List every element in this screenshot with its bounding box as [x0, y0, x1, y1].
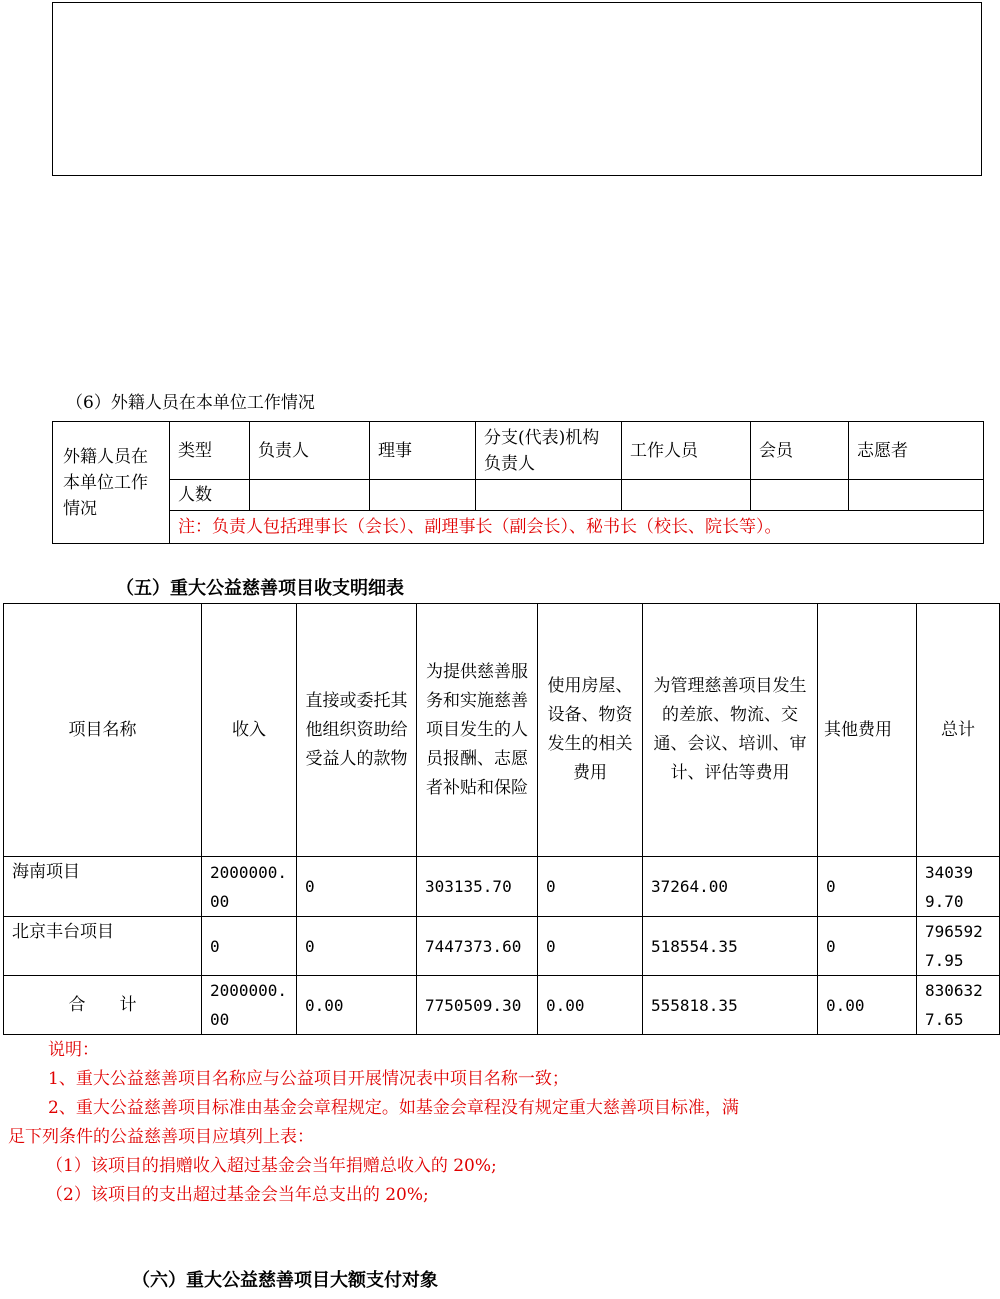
count-cell[interactable]: [476, 480, 622, 511]
count-cell[interactable]: [370, 480, 476, 511]
header-facilities: 使用房屋、设备、物资发生的相关费用: [538, 604, 643, 857]
personnel-cell: 7447373.60: [417, 917, 538, 976]
foreign-staff-table: [52, 421, 984, 544]
personnel-cell: 303135.70: [417, 857, 538, 917]
note-item-2: 2、重大公益慈善项目标准由基金会章程规定。如基金会章程没有规定重大慈善项目标准，满: [48, 1098, 739, 1118]
other-cell: 0: [818, 857, 917, 917]
facilities-cell: 0: [538, 857, 643, 917]
header-director: 理事: [370, 422, 476, 480]
count-cell[interactable]: [849, 480, 984, 511]
header-member: 会员: [751, 422, 849, 480]
count-cell[interactable]: [250, 480, 370, 511]
direct-aid-cell: 0: [297, 857, 417, 917]
condition-2: （2）该项目的支出超过基金会当年总支出的 20%;: [46, 1185, 429, 1205]
total-cell: 340399.70: [917, 857, 1000, 917]
header-project-name: 项目名称: [4, 604, 202, 857]
header-total: 总计: [917, 604, 1000, 857]
section-6-title: （6）外籍人员在本单位工作情况: [66, 393, 315, 413]
income-cell: 2000000.00: [202, 976, 297, 1035]
header-income: 收入: [202, 604, 297, 857]
major-projects-table: [3, 603, 1000, 1035]
notes-heading: 说明：: [48, 1040, 99, 1060]
header-direct-aid: 直接或委托其他组织资助给受益人的款物: [297, 604, 417, 857]
header-management: 为管理慈善项目发生的差旅、物流、交通、会议、培训、审计、评估等费用: [643, 604, 818, 857]
header-personnel: 为提供慈善服务和实施慈善项目发生的人员报酬、志愿者补贴和保险: [417, 604, 538, 857]
income-cell: 0: [202, 917, 297, 976]
note-item-1: 1、重大公益慈善项目名称应与公益项目开展情况表中项目名称一致；: [48, 1069, 569, 1089]
header-branch-leader: 分支(代表)机构负责人: [476, 422, 622, 480]
empty-text-box: [52, 2, 982, 176]
note-item-2-cont: 足下列条件的公益慈善项目应填列上表：: [8, 1127, 314, 1147]
count-label: 人数: [170, 480, 250, 511]
management-cell: 37264.00: [643, 857, 818, 917]
notes-block: [0, 1036, 1000, 1210]
management-cell: 518554.35: [643, 917, 818, 976]
condition-1: （1）该项目的捐赠收入超过基金会当年捐赠总收入的 20%;: [46, 1156, 497, 1176]
section-6b-title: （六）重大公益慈善项目大额支付对象: [132, 1270, 438, 1291]
direct-aid-cell: 0.00: [297, 976, 417, 1035]
total-cell: 7965927.95: [917, 917, 1000, 976]
other-cell: 0: [818, 917, 917, 976]
personnel-cell: 7750509.30: [417, 976, 538, 1035]
header-staff: 工作人员: [622, 422, 751, 480]
income-cell: 2000000.00: [202, 857, 297, 917]
count-cell[interactable]: [751, 480, 849, 511]
other-cell: 0.00: [818, 976, 917, 1035]
facilities-cell: 0.00: [538, 976, 643, 1035]
section-5-title: （五）重大公益慈善项目收支明细表: [116, 578, 404, 599]
leader-note: 注：负责人包括理事长（会长）、副理事长（副会长）、秘书长（校长、院长等）。: [170, 511, 984, 544]
header-volunteer: 志愿者: [849, 422, 984, 480]
header-leader: 负责人: [250, 422, 370, 480]
header-type: 类型: [170, 422, 250, 480]
count-cell[interactable]: [622, 480, 751, 511]
project-name: 北京丰台项目: [4, 917, 202, 976]
row-label-cell: 外籍人员在本单位工作情况: [53, 422, 170, 544]
direct-aid-cell: 0: [297, 917, 417, 976]
total-cell: 8306327.65: [917, 976, 1000, 1035]
header-other: 其他费用: [818, 604, 917, 857]
facilities-cell: 0: [538, 917, 643, 976]
total-row-label: 合 计: [4, 976, 202, 1035]
project-name: 海南项目: [4, 857, 202, 917]
management-cell: 555818.35: [643, 976, 818, 1035]
